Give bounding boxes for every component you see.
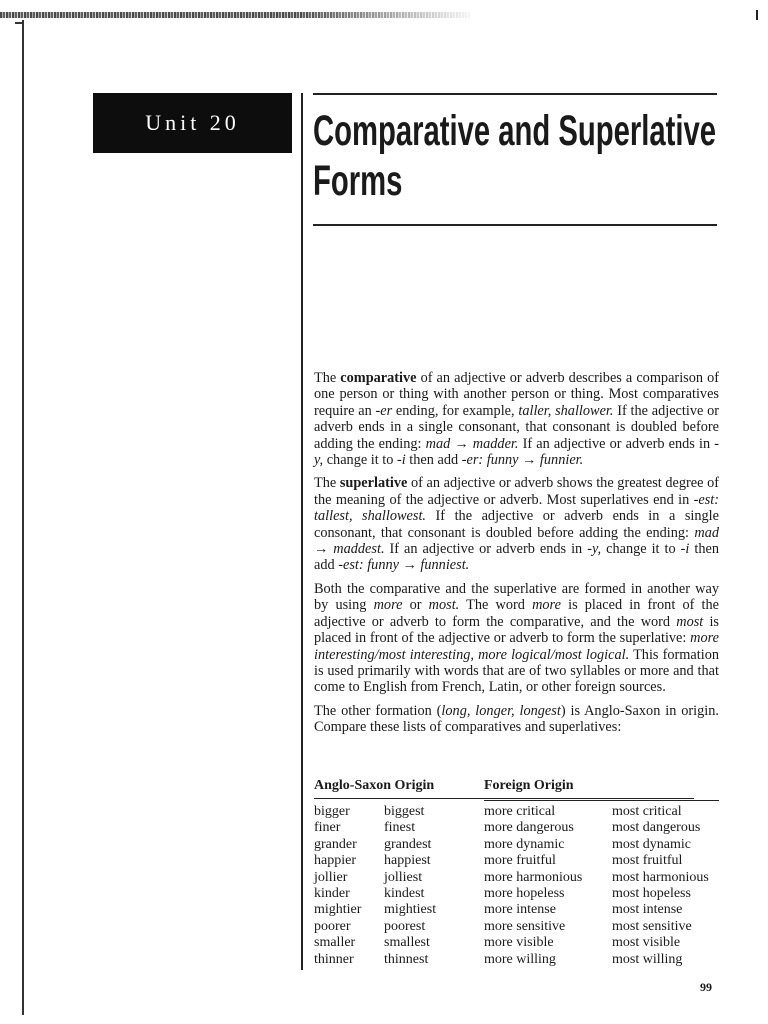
title-line-2: Forms [313,157,403,205]
text-run: If the adjective or adverb ends in a single consonant, that consonant is doubled before adding the ending: [314,402,719,452]
example-text: -est: funny → funniest. [338,557,470,574]
anglo-comparative-cell: kinder [314,885,350,901]
example-text: mad → madder. [425,435,519,452]
anglo-comparative-cell: bigger [314,804,350,819]
table-row [314,935,719,951]
foreign-comparative-cell: more hopeless [484,885,565,901]
table-row [314,902,719,918]
example-text: long, longer, longest [441,702,561,719]
text-run: of an adjective or adverb shows the greatest degree of the meaning of the adjective or adverb. Most superlatives end in [314,475,719,508]
example-text: -est: tallest, shallowest. [314,491,719,525]
text-run: If an adjective or adverb ends in [518,435,715,452]
example-text: mad → maddest. [314,524,719,558]
table-row [314,804,719,820]
vertical-divider [301,93,303,970]
comparison-table [314,778,719,967]
title-rule-bottom [313,224,717,226]
text-run: or [402,597,429,614]
table-row [314,886,719,902]
text-run: change it to [323,452,397,469]
text-run: If the adjective or adverb ends in a single consonant, that consonant is doubled before adding the ending: [314,508,719,541]
example-text: more [373,597,403,614]
foreign-superlative-cell: most fruitful [612,853,683,869]
text-run: The word [459,597,533,614]
table-rule [314,798,694,799]
foreign-superlative-cell: most critical [612,804,682,819]
heading-foreign: Foreign Origin [484,778,574,793]
foreign-comparative-cell: more dynamic [484,836,565,852]
table-header [314,778,719,796]
anglo-comparative-cell: grander [314,836,357,852]
paragraph-other-formation [314,703,719,736]
anglo-comparative-cell: thinner [314,951,354,967]
example-text: -y, [587,541,602,558]
foreign-superlative-cell: most harmonious [612,869,709,885]
anglo-superlative-cell: jolliest [384,869,423,885]
scan-artifact-fade [300,12,480,18]
paragraph-more-most [314,581,719,696]
text-run: of an adjective or adverb describes a comparison of one person or thing with another person or thing. Most comparatives require an [314,370,719,419]
table-row [314,870,719,886]
foreign-comparative-cell: more harmonious [484,869,583,885]
anglo-comparative-cell: smaller [314,935,356,951]
table-row [314,853,719,869]
anglo-comparative-cell: finer [314,820,341,836]
foreign-superlative-cell: most willing [612,951,683,967]
title-rule-top [313,93,717,95]
foreign-superlative-cell: most visible [612,935,681,951]
anglo-comparative-cell: poorer [314,918,351,934]
text-run: then add [314,541,719,574]
example-text: -i [680,541,690,558]
example-text: -y, [314,435,719,469]
anglo-superlative-cell: biggest [384,804,425,819]
table-row [314,820,719,836]
anglo-superlative-cell: mightiest [384,902,437,918]
example-text: more interesting/most interesting, more logical/most logical. [314,630,719,663]
text-run: If an adjective or adverb ends in [384,541,588,558]
example-text: taller, shallower. [518,402,614,419]
foreign-superlative-cell: most hopeless [612,885,691,901]
text-run: This formation is used primarily with words that are of two syllables or more and that come to English from French, Latin, or other foreign sources. [314,646,720,696]
foreign-comparative-cell: more visible [484,935,554,951]
term-superlative: superlative [339,475,408,492]
example-text: more [532,597,561,614]
page-title [313,106,716,206]
anglo-comparative-cell: jollier [314,869,348,885]
example-text: -er: funny → funnier. [461,452,584,469]
text-run: is placed in front of the adjective or adverb to form the superlative: [314,613,719,647]
text-run: The other formation ( [314,702,442,719]
anglo-superlative-cell: kindest [384,885,425,901]
table-row [314,952,719,968]
anglo-superlative-cell: smallest [384,935,430,951]
example-text: most. [428,597,460,614]
text-run: is placed in front of the adjective or adverb to form the comparative, and the word [314,597,719,630]
text-run: change it to [601,541,681,558]
scan-artifact-left-hook [15,22,23,24]
foreign-superlative-cell: most dynamic [612,836,691,852]
text-run: ) is Anglo-Saxon in origin. Compare these lists of comparatives and superlatives: [314,702,719,736]
term-comparative: comparative [340,370,417,386]
text-run: then add [405,452,462,469]
foreign-comparative-cell: more sensitive [484,918,566,934]
scan-artifact-left-edge [22,20,24,1015]
anglo-superlative-cell: happiest [384,853,431,869]
foreign-superlative-cell: most sensitive [612,918,692,934]
table-row [314,837,719,853]
foreign-comparative-cell: more intense [484,902,556,918]
scan-artifact-right-tick [756,10,758,20]
foreign-comparative-cell: more dangerous [484,820,574,836]
foreign-comparative-cell: more fruitful [484,853,556,869]
anglo-superlative-cell: finest [384,820,416,836]
body-text [314,370,719,743]
foreign-superlative-cell: most intense [612,902,683,918]
title-line-1: Comparative and Superlative [313,107,716,155]
anglo-superlative-cell: grandest [384,836,432,852]
example-text: most [676,613,704,630]
table-rule-second [484,800,719,801]
paragraph-comparative [314,370,719,468]
foreign-comparative-cell: more critical [484,804,556,819]
text-run: Both the comparative and the superlative are formed in another way by using [314,580,719,614]
paragraph-superlative [314,475,719,573]
heading-anglo-saxon: Anglo-Saxon Origin [314,778,435,793]
page-number: 99 [700,980,712,994]
text-run: ending, for example, [392,402,519,419]
foreign-superlative-cell: most dangerous [612,820,701,836]
example-text: -i [397,452,406,469]
anglo-comparative-cell: happier [314,853,356,869]
unit-label: Unit 20 [145,110,240,135]
table-row [314,919,719,935]
anglo-superlative-cell: poorest [384,918,426,934]
anglo-superlative-cell: thinnest [384,951,429,967]
text-run: The [314,475,340,492]
anglo-comparative-cell: mightier [314,902,362,918]
foreign-comparative-cell: more willing [484,951,556,967]
table-rows [314,804,719,968]
unit-label-box [93,93,292,153]
text-run: The [314,370,341,386]
example-text: -er [375,402,393,419]
